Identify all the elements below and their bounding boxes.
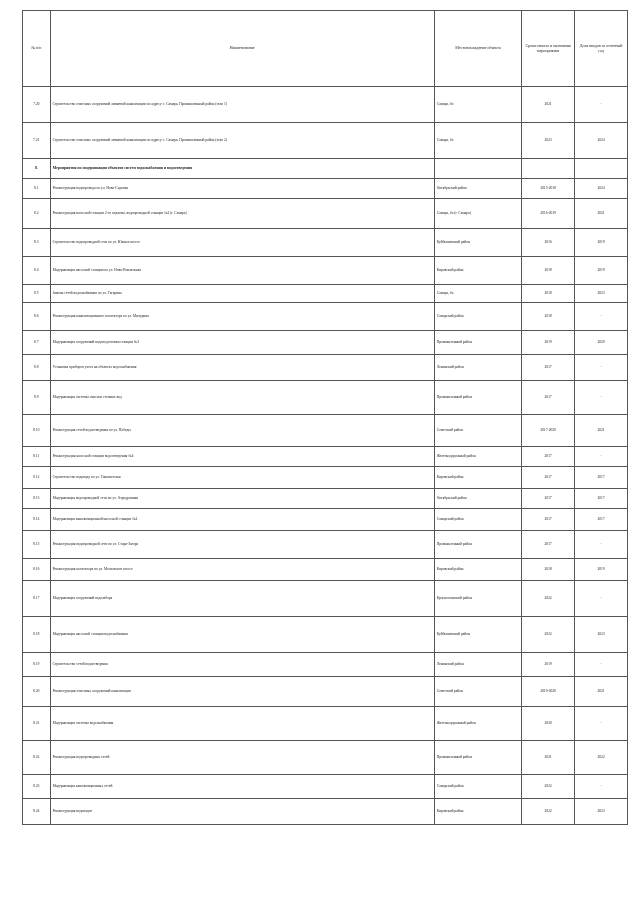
row-name: Реконструкция насосной станции 2-го подъема, водопроводной станции №2 (г. Самара) (50, 199, 434, 229)
row-number: 8.6 (23, 303, 51, 331)
row-name: Модернизация канализационной насосной станции №2 (50, 509, 434, 531)
row-period: 2018 (522, 257, 575, 285)
table-row (23, 87, 628, 123)
table-row (23, 355, 628, 381)
row-name: Строительство очистных сооружений ливневой канализации по адресу: г. Самара, Промышленный район (этап 1) (50, 87, 434, 123)
row-location: Октябрьский район (434, 179, 521, 199)
row-number: 8.4 (23, 257, 51, 285)
row-share: 2024 (575, 123, 628, 159)
row-name: Реконструкция водоводов (50, 799, 434, 825)
row-period: 2017 (522, 509, 575, 531)
row-share: 2017 (575, 467, 628, 489)
row-period: 2017 (522, 447, 575, 467)
table-row (23, 467, 628, 489)
table-row (23, 229, 628, 257)
table-row (23, 285, 628, 303)
row-period: 2017 (522, 381, 575, 415)
row-share: 2024 (575, 179, 628, 199)
row-share: 2019 (575, 559, 628, 581)
row-number: 8.8 (23, 355, 51, 381)
table-row (23, 653, 628, 677)
table-header-row (23, 11, 628, 87)
measures-table (22, 10, 628, 825)
row-number: 8.18 (23, 617, 51, 653)
row-location (434, 159, 521, 179)
row-share: - (575, 303, 628, 331)
row-name: Строительство сетей водоотведения (50, 653, 434, 677)
row-number: 8.13 (23, 489, 51, 509)
document-page (22, 10, 628, 825)
row-location: Железнодорожный район (434, 707, 521, 741)
row-number: 8.22 (23, 741, 51, 775)
row-number: 7.21 (23, 123, 51, 159)
row-number: 8.2 (23, 199, 51, 229)
row-number: 8.15 (23, 531, 51, 559)
row-share: - (575, 531, 628, 559)
row-name: Реконструкция канализационного коллектора по ул. Мичурина (50, 303, 434, 331)
header-period: Сроки начала и окончания мероприятия (522, 11, 575, 87)
row-name: Модернизация канализационных сетей (50, 775, 434, 799)
table-row (23, 677, 628, 707)
row-period: 2020 (522, 707, 575, 741)
row-location: Октябрьский район (434, 489, 521, 509)
row-name: Модернизация системы очистки сточных вод (50, 381, 434, 415)
row-share (575, 159, 628, 179)
row-share: 2019 (575, 229, 628, 257)
table-row (23, 415, 628, 447)
row-period: 2016-2019 (522, 199, 575, 229)
row-number: 8.11 (23, 447, 51, 467)
row-number: 8. (23, 159, 51, 179)
row-period: 2021 (522, 87, 575, 123)
row-share: 2021 (575, 677, 628, 707)
header-share: Доля вводов за отчетный год (575, 11, 628, 87)
row-period: 2015-2018 (522, 179, 575, 199)
row-share: 2021 (575, 199, 628, 229)
row-period: 2021 (522, 741, 575, 775)
row-number: 8.24 (23, 799, 51, 825)
row-number: 8.1 (23, 179, 51, 199)
row-period: 2018 (522, 303, 575, 331)
row-number: 8.5 (23, 285, 51, 303)
row-location: Самара, 4ч (434, 285, 521, 303)
row-share: - (575, 775, 628, 799)
table-row (23, 381, 628, 415)
row-name: Реконструкция водопроводной сети по ул. Стара-Загора (50, 531, 434, 559)
row-location: Кировский район (434, 257, 521, 285)
header-number: № п/п (23, 11, 51, 87)
row-name: Реконструкция коллектора по ул. Московское шоссе (50, 559, 434, 581)
row-period: 2019-2020 (522, 677, 575, 707)
row-location: Самарский район (434, 775, 521, 799)
row-number: 8.7 (23, 331, 51, 355)
row-period (522, 159, 575, 179)
table-row (23, 799, 628, 825)
row-period: 2017 (522, 355, 575, 381)
row-period: 2018 (522, 559, 575, 581)
table-row (23, 775, 628, 799)
header-name: Наименование (50, 11, 434, 87)
row-number: 8.10 (23, 415, 51, 447)
row-share: - (575, 355, 628, 381)
table-row (23, 447, 628, 467)
row-share: - (575, 381, 628, 415)
row-share: 2022 (575, 741, 628, 775)
row-location: Кировский район (434, 467, 521, 489)
row-number: 8.16 (23, 559, 51, 581)
table-row (23, 199, 628, 229)
row-number: 8.19 (23, 653, 51, 677)
row-location: Красноглинский район (434, 581, 521, 617)
row-name: Установка приборов учета на объектах водоснабжения (50, 355, 434, 381)
row-name: Мероприятия по модернизации объектов систем водоснабжения и водоотведения (50, 159, 434, 179)
row-name: Модернизация сооружений водозабора (50, 581, 434, 617)
row-location: Ленинский район (434, 653, 521, 677)
table-row (23, 559, 628, 581)
row-name: Модернизация насосной станции по ул. Ново-Вокзальная (50, 257, 434, 285)
row-name: Строительство очистных сооружений ливневой канализации по адресу: г. Самара, Промышленный район (этап 2) (50, 123, 434, 159)
table-row (23, 509, 628, 531)
row-name: Строительство водовода по ул. Ташкентская (50, 467, 434, 489)
row-share: 2023 (575, 799, 628, 825)
row-name: Реконструкция водопроводных сетей (50, 741, 434, 775)
row-share: - (575, 653, 628, 677)
table-row (23, 707, 628, 741)
table-row (23, 159, 628, 179)
header-location: Местонахождение объекта (434, 11, 521, 87)
row-location: Куйбышевский район (434, 617, 521, 653)
row-number: 8.3 (23, 229, 51, 257)
row-location: Кировский район (434, 799, 521, 825)
row-location: Кировский район (434, 559, 521, 581)
table-row (23, 581, 628, 617)
table-row (23, 489, 628, 509)
row-name: Реконструкция сетей водоотведения по ул. Победы (50, 415, 434, 447)
row-share: - (575, 581, 628, 617)
row-period: 2017 (522, 531, 575, 559)
row-share: 2019 (575, 257, 628, 285)
row-location: Самара, 4ч (434, 123, 521, 159)
row-number: 8.9 (23, 381, 51, 415)
row-location: Самара, 4ч (434, 87, 521, 123)
table-row (23, 303, 628, 331)
row-period: 2016 (522, 229, 575, 257)
row-location: Самара, 4ч (г. Самара) (434, 199, 521, 229)
row-period: 2017 (522, 467, 575, 489)
row-number: 8.17 (23, 581, 51, 617)
row-number: 8.21 (23, 707, 51, 741)
row-number: 8.20 (23, 677, 51, 707)
table-row (23, 531, 628, 559)
row-location: Куйбышевский район (434, 229, 521, 257)
row-number: 8.14 (23, 509, 51, 531)
row-location: Промышленный район (434, 331, 521, 355)
row-share: 2021 (575, 415, 628, 447)
row-share: - (575, 447, 628, 467)
row-location: Промышленный район (434, 381, 521, 415)
row-period: 2022 (522, 617, 575, 653)
row-location: Промышленный район (434, 531, 521, 559)
row-share: 2017 (575, 489, 628, 509)
row-number: 8.12 (23, 467, 51, 489)
row-share: - (575, 707, 628, 741)
row-name: Модернизация насосной станции водоснабжения (50, 617, 434, 653)
row-period: 2022 (522, 799, 575, 825)
row-share: 2023 (575, 617, 628, 653)
row-share: - (575, 87, 628, 123)
row-period: 2022 (522, 775, 575, 799)
row-name: Модернизация сооружений водоподготовки станции №3 (50, 331, 434, 355)
table-row (23, 331, 628, 355)
table-row (23, 617, 628, 653)
row-share: 2020 (575, 331, 628, 355)
table-row (23, 179, 628, 199)
row-period: 2017-2020 (522, 415, 575, 447)
row-period: 2018 (522, 285, 575, 303)
row-period: 2017 (522, 489, 575, 509)
table-row (23, 257, 628, 285)
row-location: Железнодорожный район (434, 447, 521, 467)
row-share: 2023 (575, 285, 628, 303)
row-period: 2019 (522, 331, 575, 355)
row-location: Ленинский район (434, 355, 521, 381)
row-period: 2022 (522, 581, 575, 617)
row-period: 2019 (522, 653, 575, 677)
row-location: Советский район (434, 415, 521, 447)
row-location: Самарский район (434, 509, 521, 531)
row-share: 2017 (575, 509, 628, 531)
row-name: Реконструкция водопровода по ул. Ново-Садовая (50, 179, 434, 199)
row-name: Строительство водопроводной сети по ул. Южное шоссе (50, 229, 434, 257)
table-row (23, 741, 628, 775)
row-name: Реконструкция насосной станции водоотведения №4 (50, 447, 434, 467)
row-name: Модернизация системы водоснабжения (50, 707, 434, 741)
row-location: Самарский район (434, 303, 521, 331)
row-name: Модернизация водопроводной сети по ул. Аэродромная (50, 489, 434, 509)
row-number: 7.20 (23, 87, 51, 123)
row-number: 8.23 (23, 775, 51, 799)
row-name: Замена сетей водоснабжения по ул. Гагарина (50, 285, 434, 303)
row-name: Реконструкция очистных сооружений канализации (50, 677, 434, 707)
table-row (23, 123, 628, 159)
row-location: Промышленный район (434, 741, 521, 775)
row-period: 2023 (522, 123, 575, 159)
row-location: Советский район (434, 677, 521, 707)
